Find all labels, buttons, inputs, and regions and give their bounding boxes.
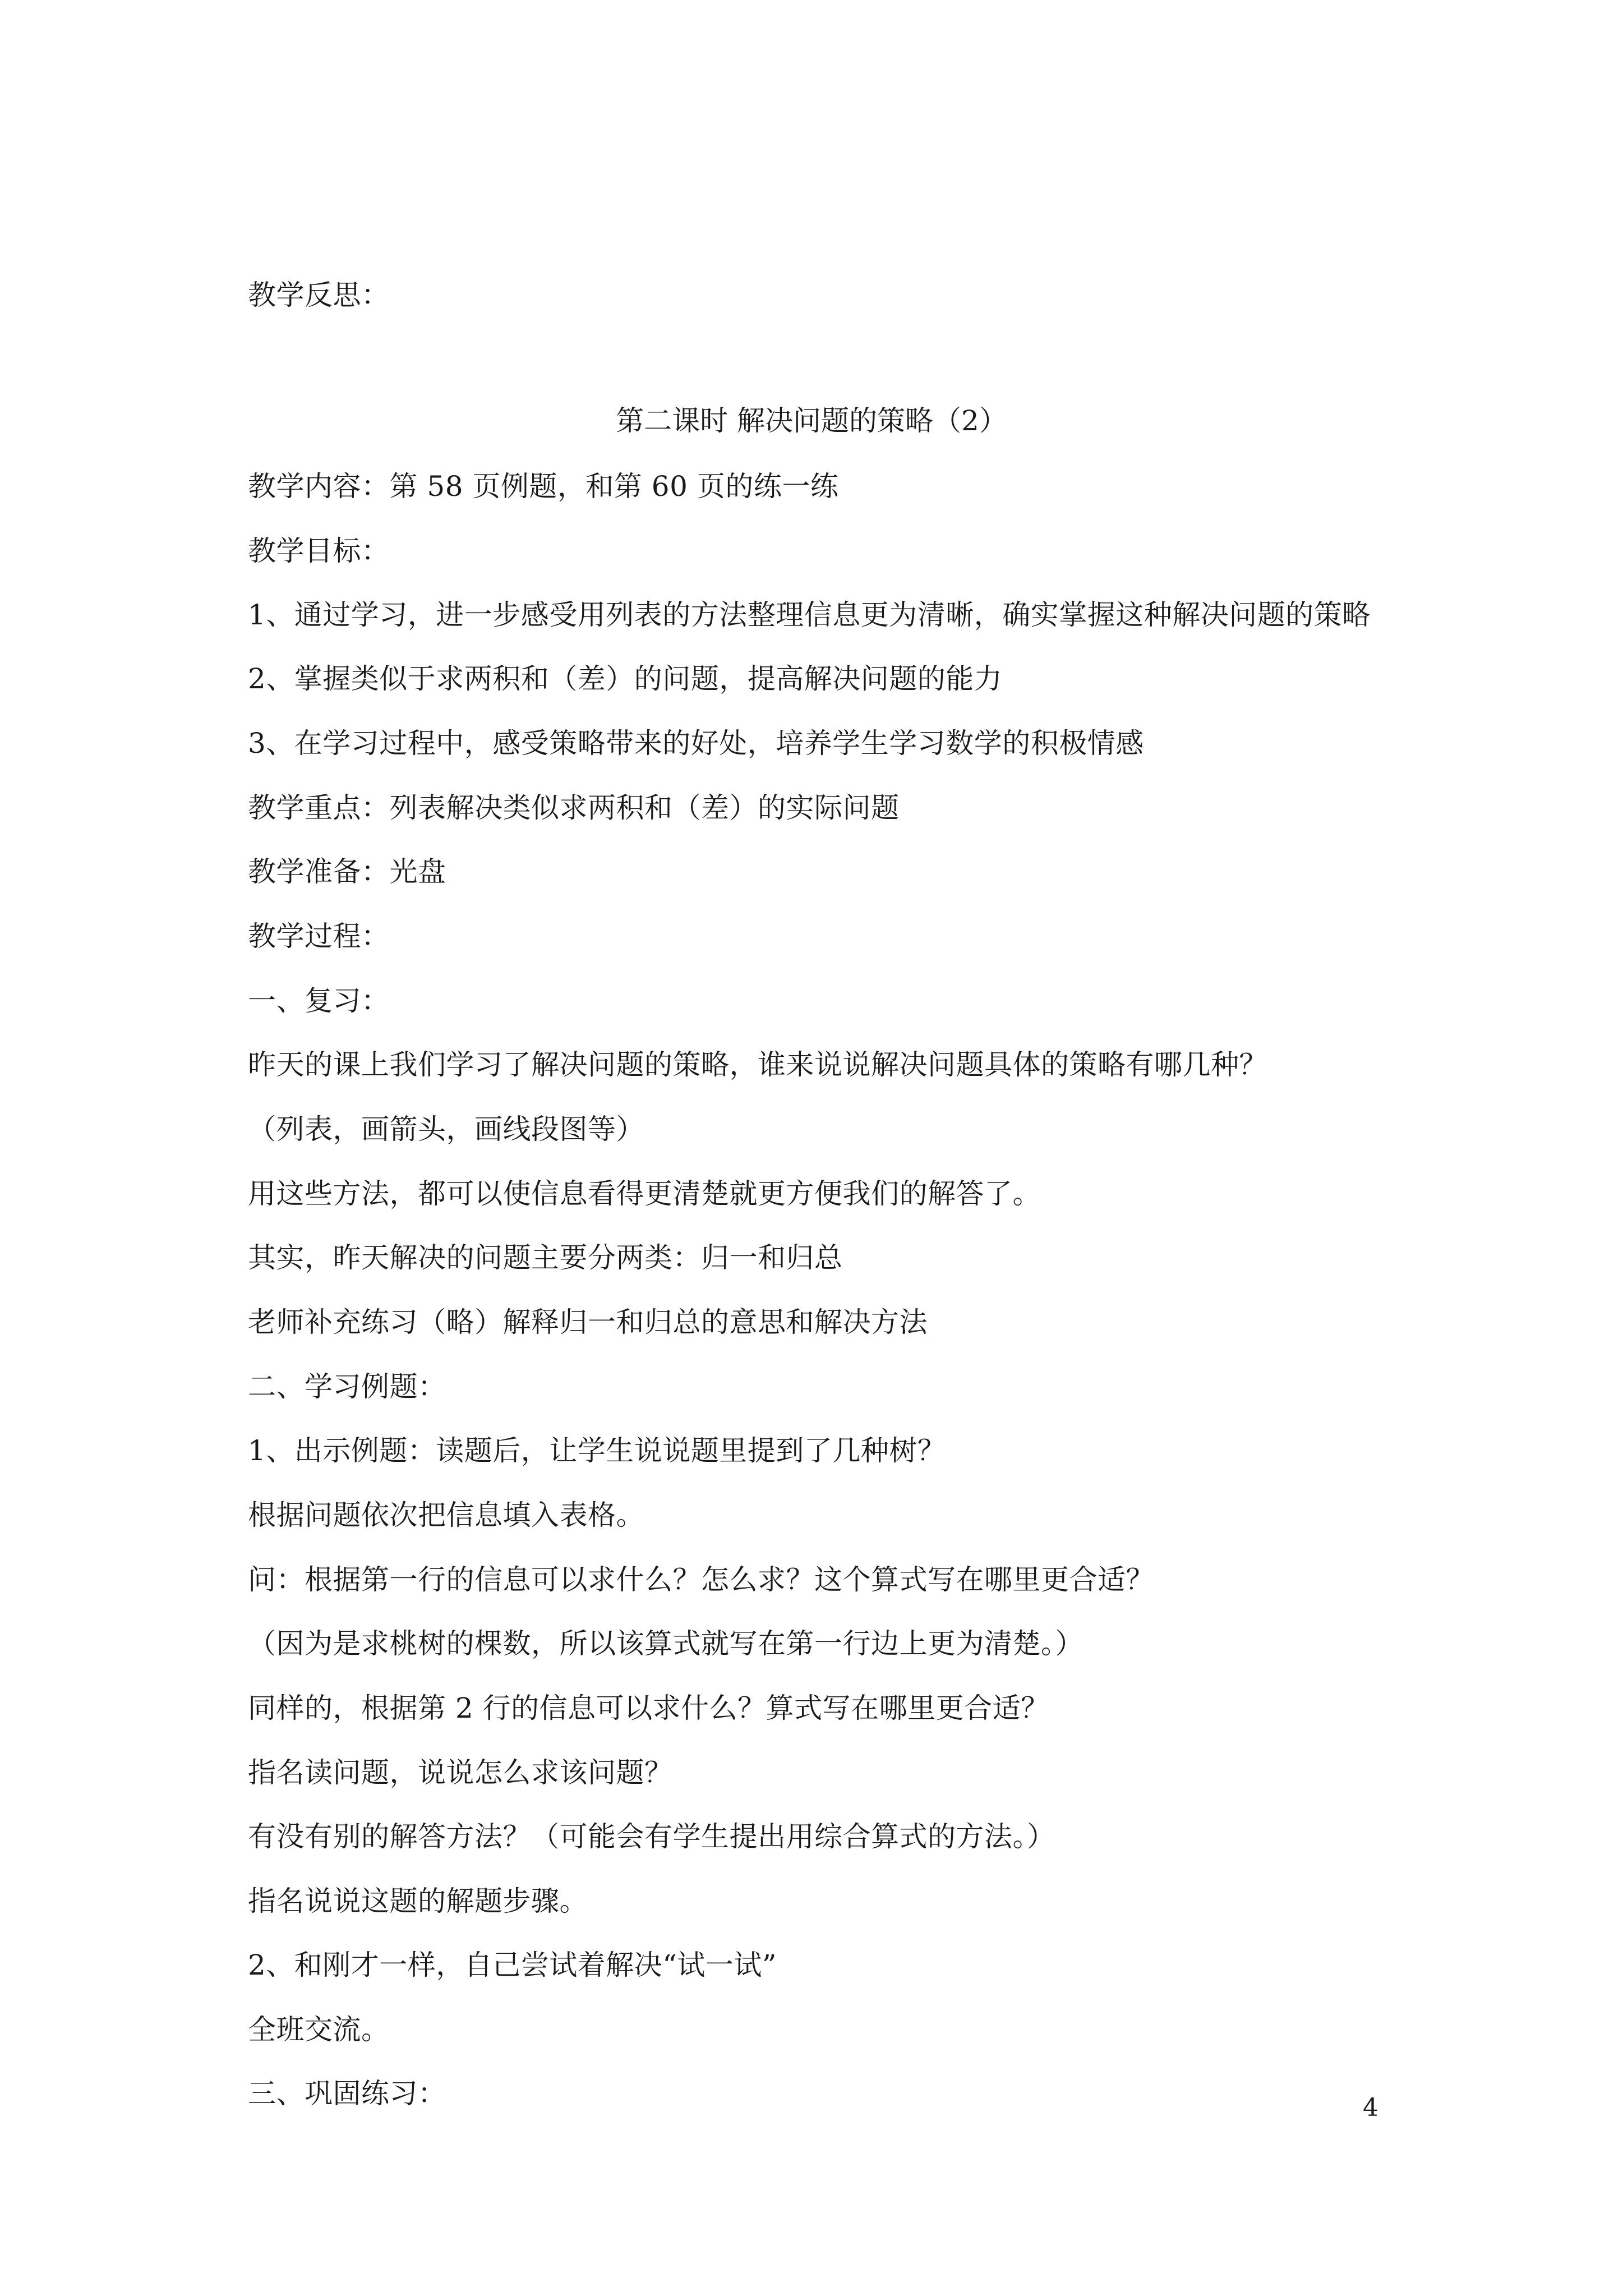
paragraph: 教学准备：光盘 — [248, 855, 446, 888]
paragraph: 3、在学习过程中，感受策略带来的好处，培养学生学习数学的积极情感 — [248, 727, 1144, 760]
paragraph: 指名说说这题的解题步骤。 — [248, 1885, 588, 1917]
paragraph: 有没有别的解答方法？（可能会有学生提出用综合算式的方法。） — [248, 1820, 1055, 1853]
paragraph: 问：根据第一行的信息可以求什么？怎么求？这个算式写在哪里更合适？ — [248, 1563, 1154, 1596]
paragraph: 根据问题依次把信息填入表格。 — [248, 1499, 644, 1531]
paragraph: 教学内容：第 58 页例题，和第 60 页的练一练 — [248, 470, 839, 503]
paragraph: 教学目标： — [248, 535, 390, 567]
paragraph: 1、通过学习，进一步感受用列表的方法整理信息更为清晰，确实掌握这种解决问题的策略 — [248, 599, 1371, 631]
paragraph: 三、巩固练习： — [248, 2077, 446, 2110]
paragraph: 2、掌握类似于求两积和（差）的问题，提高解决问题的能力 — [248, 662, 1003, 695]
paragraph: 全班交流。 — [248, 2013, 390, 2046]
paragraph: 同样的，根据第 2 行的信息可以求什么？算式写在哪里更合适？ — [248, 1692, 1049, 1724]
paragraph: 1、出示例题：读题后，让学生说说题里提到了几种树？ — [248, 1434, 946, 1467]
paragraph: 2、和刚才一样，自己尝试着解决“试一试” — [248, 1949, 777, 1981]
paragraph: 其实，昨天解决的问题主要分两类：归一和归总 — [248, 1241, 843, 1274]
paragraph: 老师补充练习（略）解释归一和归总的意思和解决方法 — [248, 1306, 928, 1338]
paragraph: 指名读问题，说说怎么求该问题？ — [248, 1756, 673, 1789]
paragraph: 用这些方法，都可以使信息看得更清楚就更方便我们的解答了。 — [248, 1177, 1041, 1210]
paragraph: 昨天的课上我们学习了解决问题的策略，谁来说说解决问题具体的策略有哪几种？ — [248, 1048, 1267, 1081]
lesson-title: 第二课时 解决问题的策略（2） — [616, 404, 1007, 437]
paragraph: 二、学习例题： — [248, 1370, 446, 1403]
paragraph: 教学重点：列表解决类似求两积和（差）的实际问题 — [248, 792, 900, 824]
paragraph: （列表，画箭头，画线段图等） — [248, 1113, 644, 1145]
paragraph: 教学过程： — [248, 920, 390, 953]
reflection-heading: 教学反思： — [248, 279, 390, 311]
paragraph: 一、复习： — [248, 984, 390, 1017]
paragraph: （因为是求桃树的棵数，所以该算式就写在第一行边上更为清楚。） — [248, 1627, 1083, 1660]
page-number: 4 — [1363, 2093, 1378, 2122]
